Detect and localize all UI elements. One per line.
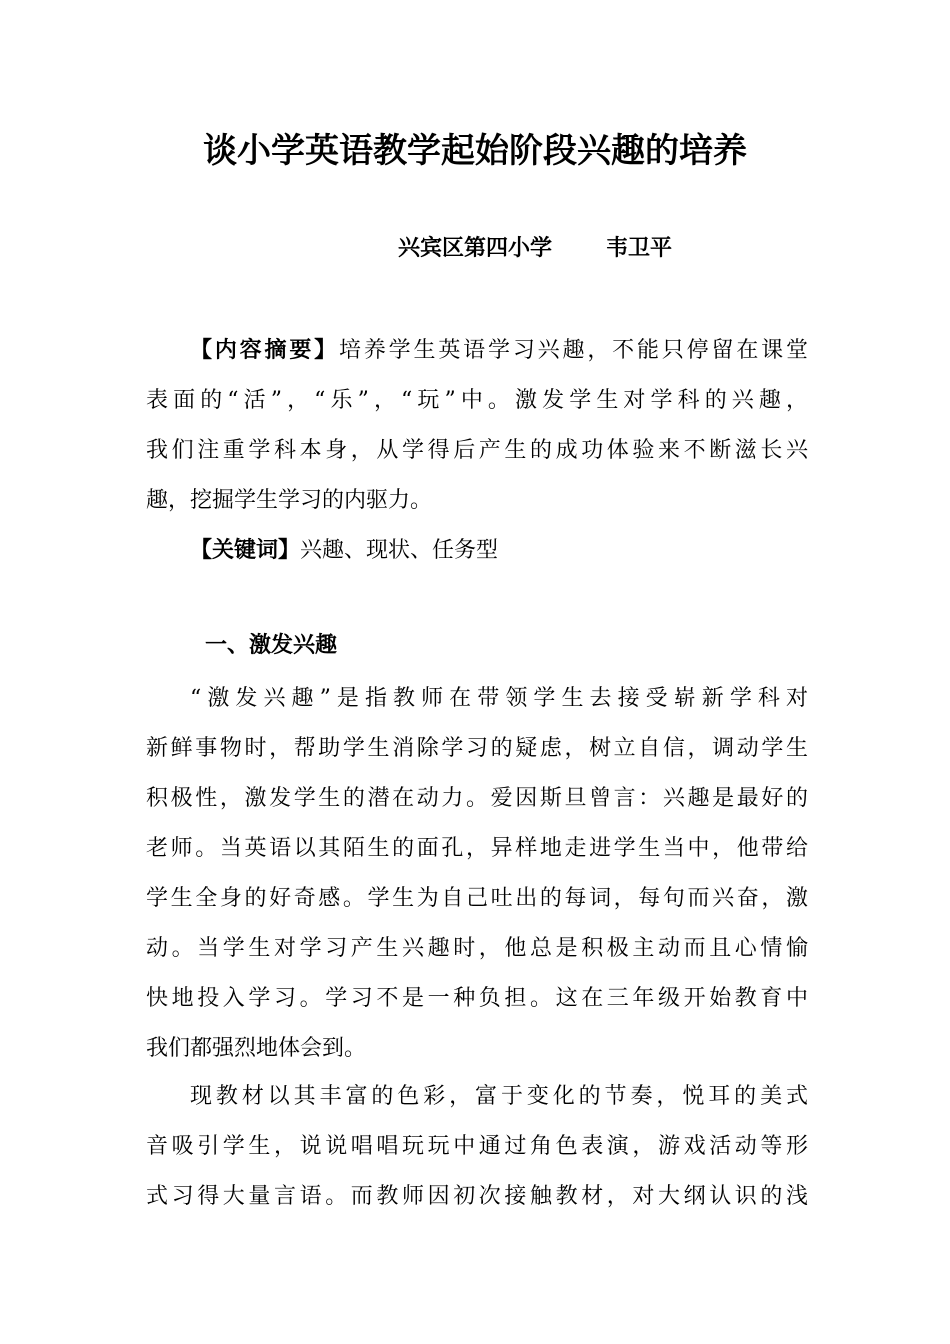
paragraph-line: 式习得大量言语。而教师因初次接触教材，对大纲认识的浅	[146, 1184, 808, 1209]
author-school: 兴宾区第四小学	[398, 236, 553, 261]
paragraph-line: 我们都强烈地体会到。	[146, 1036, 367, 1061]
section1-paragraph2	[146, 1072, 808, 1222]
document-title: 谈小学英语教学起始阶段兴趣的培养	[203, 131, 747, 171]
paragraph-line: 现教材以其丰富的色彩，富于变化的节奏，悦耳的美式	[190, 1084, 808, 1109]
abstract-line	[146, 326, 808, 376]
abstract-block	[146, 326, 808, 576]
abstract-line: 我们注重学科本身，从学得后产生的成功体验来不断滋长兴	[146, 438, 808, 463]
keywords-label: 【关键词】	[190, 538, 301, 563]
abstract-line: 趣，挖掘学生学习的内驱力。	[146, 488, 433, 513]
paragraph-line: 音吸引学生，说说唱唱玩玩中通过角色表演，游戏活动等形	[146, 1134, 808, 1159]
keywords-text: 兴趣、现状、任务型	[300, 538, 499, 563]
paragraph-line: 老师。当英语以其陌生的面孔，异样地走进学生当中，他带给	[146, 836, 808, 861]
paragraph-line: 积极性，激发学生的潜在动力。爱因斯旦曾言：兴趣是最好的	[146, 786, 808, 811]
keywords-line	[146, 526, 808, 576]
paragraph-line: 学生全身的好奇感。学生为自己吐出的每词，每句而兴奋，激	[146, 886, 808, 911]
section-heading: 一、激发兴趣	[205, 633, 338, 658]
paragraph-line: “激发兴趣”是指教师在带领学生去接受崭新学科对	[190, 686, 808, 711]
author-line	[398, 232, 672, 266]
abstract-label: 【内容摘要】	[190, 338, 339, 363]
abstract-line: 表面的“活”，“乐”，“玩”中。激发学生对学科的兴趣，	[146, 388, 808, 413]
paragraph-line: 新鲜事物时，帮助学生消除学习的疑虑，树立自信，调动学生	[146, 736, 808, 761]
abstract-text: 培养学生英语学习兴趣，不能只停留在课堂	[339, 338, 808, 363]
author-name: 韦卫平	[606, 236, 673, 261]
section1-paragraph1	[146, 674, 808, 1074]
paragraph-line: 动。当学生对学习产生兴趣时，他总是积极主动而且心情愉	[146, 936, 808, 961]
paragraph-line: 快地投入学习。学习不是一种负担。这在三年级开始教育中	[146, 986, 808, 1011]
